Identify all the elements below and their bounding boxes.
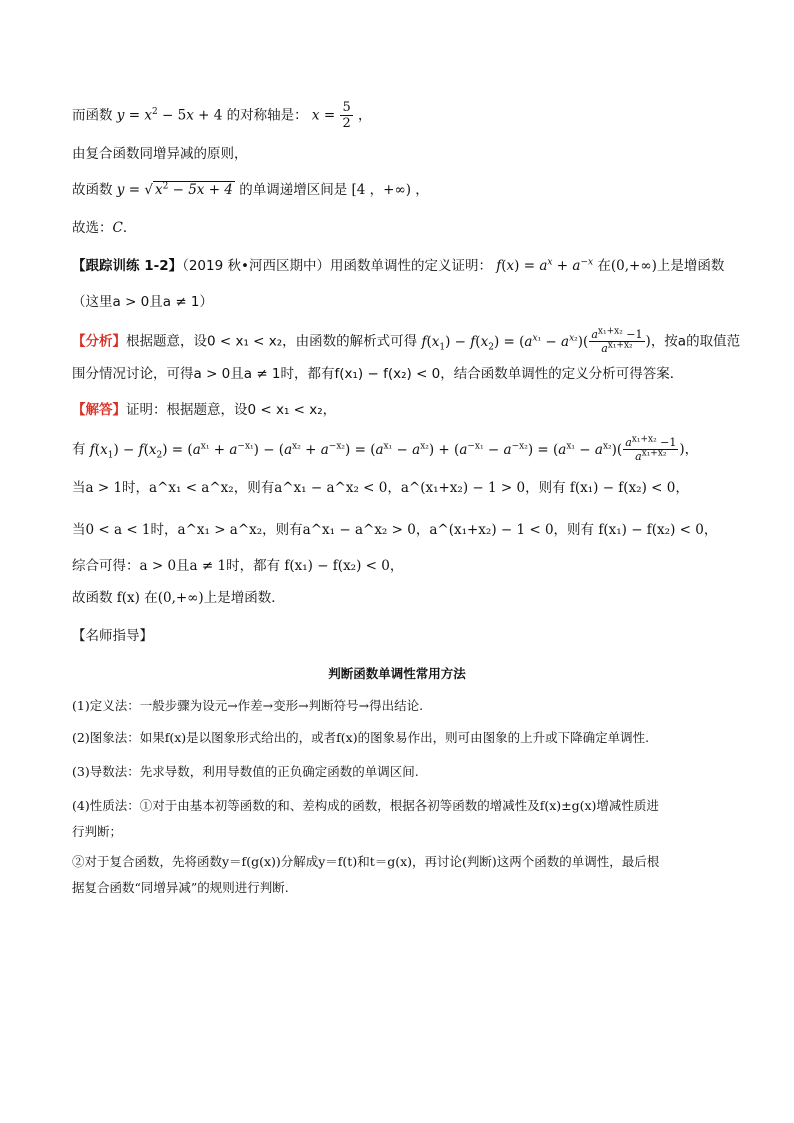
text: 故选： [72, 220, 113, 236]
answer: C [112, 220, 123, 236]
text: 根据题意，设0 < x₁ < x₂，由函数的解析式可得 [126, 333, 418, 350]
text-line-axis: 而函数 $y = x^2 - 5x + 4$ 的对称轴是： x = $\frac{5}{2}$ ， [72, 100, 372, 131]
text: ． [122, 220, 137, 236]
solution-tag: 【解答】 [72, 402, 126, 418]
text-line-derivation: 有 $f(x_1) - f(x_2) = (a^{x_1} + a^{-x_1}) - (a^{x_2} + a^{-x_2}) = (a^{x_1} - a^{x_2}) + (a^{-x_1} - a^{-x_2}) = (a^{x_1} - a^{x_2})$( $\frac{a^{x_1+x_2} -1}{a^{x_1+x_2}}$ )， [72, 434, 699, 463]
solution-line [72, 400, 734, 420]
text: 的单调递增区间是 [239, 182, 348, 198]
text-line: 故函数 f(x) 在(0,+∞)上是增函数． [72, 590, 285, 606]
tip-item: (1)定义法：一般步骤为设元→作差→变形→判断符号→得出结论. [72, 698, 424, 713]
text: 而函数 [72, 107, 113, 124]
text: ， [415, 182, 429, 198]
analysis-tag: 【分析】 [72, 333, 126, 350]
tips-title: 判断函数单调性常用方法 [328, 666, 466, 681]
text-line: 由复合函数同增异减的原则， [72, 146, 248, 162]
text: （2019 秋•河西区期中）用函数单调性的定义证明： [182, 258, 492, 274]
text: 有 [72, 441, 86, 458]
text: 的对称轴是： [226, 107, 308, 124]
text-line: （这里a > 0且a ≠ 1） [72, 294, 214, 310]
text-line-interval: 故函数 y = √ $x^2 - 5x + 4$ 的单调递增区间是 [4 ，+∞) ， [72, 181, 429, 198]
text: 证明：根据题意，设0 < x₁ < x₂， [126, 402, 337, 418]
text: 故函数 [72, 182, 113, 198]
tip-item: (4)性质法：①对于由基本初等函数的和、差构成的函数，根据各初等函数的增减性及f(x)±g(x)增减性质进 [72, 798, 659, 813]
analysis-line: 【分析】根据题意，设0 < x₁ < x₂，由函数的解析式可得 $f(x_1) - f(x_2) = (a^{x_1} - a^{x_2})$( $\frac{a^{x_1+x_2} -1}{a^{x_1+x_2}}$ )，按a的取值范 [72, 326, 741, 355]
text-line-answer [72, 218, 734, 238]
tip-item: 据复合函数“同增异减”的规则进行判断. [72, 880, 289, 895]
tip-item: ②对于复合函数，先将函数y＝f(g(x))分解成y＝f(t)和t＝g(x)，再讨论(判断)这两个函数的单调性，最后根 [72, 854, 660, 869]
exercise-tag: 【跟踪训练 1-2】 [72, 258, 183, 274]
tip-item: (2)图象法：如果f(x)是以图象形式给出的，或者f(x)的图象易作出，则可由图象的上升或下降确定单调性. [72, 730, 650, 745]
text: 上是增函数 [656, 258, 725, 274]
tip-item: 行判断； [72, 824, 123, 839]
text: ， [358, 107, 372, 124]
text-line: 当a > 1时，a^x₁ < a^x₂，则有a^x₁ − a^x₂ < 0，a^(x₁+x₂) − 1 > 0，则有 f(x₁) − f(x₂) < 0， [72, 480, 689, 496]
text-line: 当0 < a < 1时，a^x₁ > a^x₂，则有a^x₁ − a^x₂ > 0，a^(x₁+x₂) − 1 < 0，则有 f(x₁) − f(x₂) < 0， [72, 522, 718, 538]
tips-heading: 【名师指导】 [72, 628, 153, 644]
tip-item: (3)导数法：先求导数，利用导数值的正负确定函数的单调区间. [72, 764, 419, 779]
text-line: 综合可得：a > 0且a ≠ 1时，都有 f(x₁) − f(x₂) < 0， [72, 558, 404, 574]
text-line: 围分情况讨论，可得a > 0且a ≠ 1时，都有f(x₁) − f(x₂) < 0，结合函数单调性的定义分析可得答案． [72, 366, 684, 382]
exercise-heading: 【跟踪训练 1-2】（2019 秋•河西区期中）用函数单调性的定义证明： $f(x) = a^x + a^{-x}$ 在(0,+∞)上是增函数 [72, 257, 725, 274]
text: ，按a的取值范 [650, 333, 741, 350]
